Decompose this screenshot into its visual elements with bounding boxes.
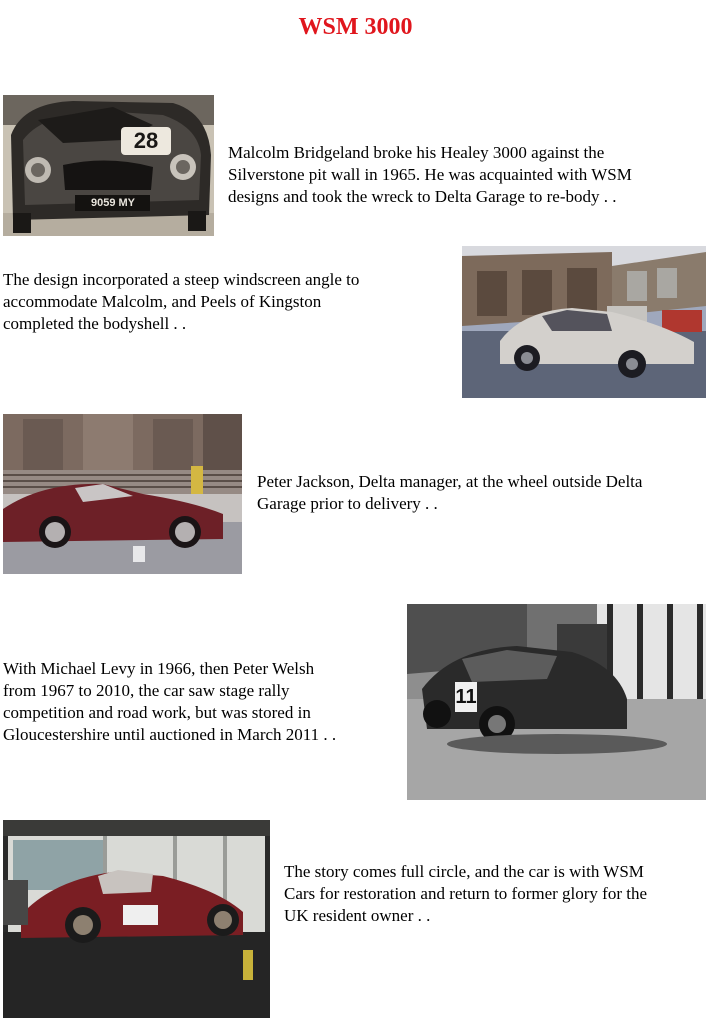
number-plate: 9059 MY	[90, 197, 136, 209]
caption-line: competition and road work, but was stored in	[3, 703, 311, 722]
page-title: WSM 3000	[298, 14, 413, 40]
caption-line: Silverstone pit wall in 1965. He was acquainted with WSM	[228, 165, 632, 184]
rally-car-bw-photo	[407, 604, 706, 800]
caption-line: Malcolm Bridgeland broke his Healey 3000 against the	[228, 143, 605, 162]
caption-line: Garage prior to delivery . .	[257, 494, 438, 513]
caption-line: The design incorporated a steep windscreen angle to	[3, 270, 360, 289]
caption-line: With Michael Levy in 1966, then Peter Welsh	[3, 659, 315, 678]
caption-line: designs and took the wreck to Delta Garage to re-body . .	[228, 187, 617, 206]
caption-1	[228, 142, 632, 208]
caption-4	[3, 658, 336, 746]
race-number: 11	[455, 686, 477, 708]
caption-line: Cars for restoration and return to former glory for the	[284, 884, 648, 903]
maroon-car-street-photo	[3, 414, 242, 574]
caption-line: Peter Jackson, Delta manager, at the wheel outside Delta	[257, 472, 643, 491]
car-in-barn-photo	[3, 820, 270, 1018]
crashed-car-photo	[3, 95, 214, 236]
caption-3	[257, 471, 642, 515]
caption-line: UK resident owner . .	[284, 906, 431, 925]
caption-2	[3, 269, 359, 335]
caption-line: completed the bodyshell . .	[3, 314, 187, 333]
caption-line: The story comes full circle, and the car is with WSM	[284, 862, 644, 881]
caption-line: accommodate Malcolm, and Peels of Kingston	[3, 292, 322, 311]
silver-car-garage-photo	[462, 246, 706, 398]
caption-5	[284, 861, 647, 927]
race-number: 28	[133, 128, 159, 153]
caption-line: Gloucestershire until auctioned in March 2011 . .	[3, 725, 337, 744]
caption-line: from 1967 to 2010, the car saw stage rally	[3, 681, 290, 700]
